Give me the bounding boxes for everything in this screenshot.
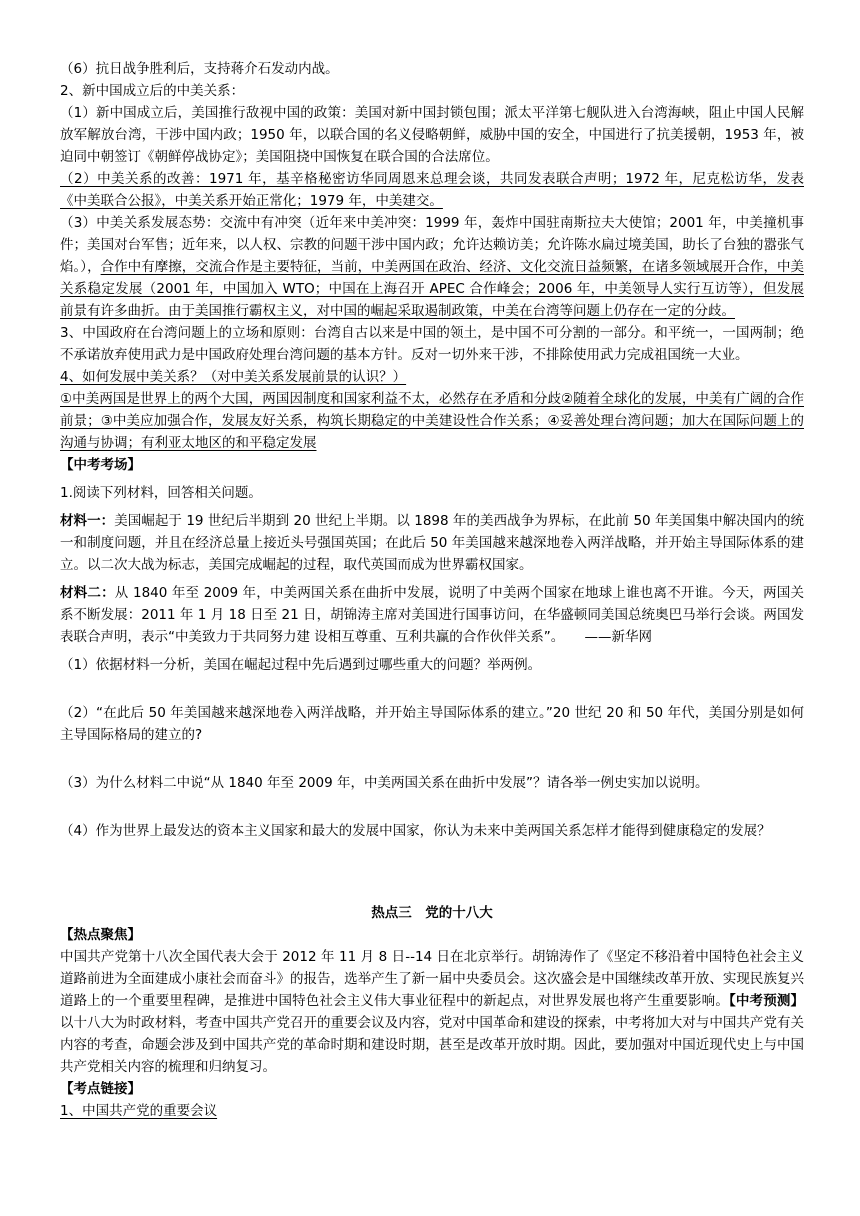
paragraph-hostile-policy: （1）新中国成立后，美国推行敌视中国的政策：美国对新中国封锁包围；派太平洋第七舰队进入台湾海峡，阻止中国人民解放军解放台湾，干涉中国内政；1950 年，以联合国的名义侵略朝鲜，威胁中国的安全，中国进行了抗美援朝，1953 年，被迫同中朝签订《朝鲜停战协定》；美国阻挠中国恢复在联合国的合法席位。 — [60, 105, 804, 165]
heading-exam-section: 【中考考场】 — [60, 457, 141, 473]
paragraph-develop-relations: ①中美两国是世界上的两个大国，两国因制度和国家利益不太，必然存在矛盾和分歧②随着全球化的发展，中美有广阔的合作前景；③中美应加强合作，发展友好关系，构筑长期稳定的中美建设性合作关系；④妥善处理台湾问题；加大在国际问题上的沟通与协调；有利亚太地区的和平稳定发展 — [60, 391, 804, 451]
question-3: （3）为什么材料二中说“从 1840 年至 2009 年，中美两国关系在曲折中发展”？请各举一例史实加以说明。 — [60, 775, 709, 791]
heading-hotspot-focus: 【热点聚焦】 — [60, 927, 141, 943]
hotspot-three-title: 热点三 党的十八大 — [371, 905, 493, 921]
focus-text: 中国共产党第十八次全国代表大会于 2012 年 11 月 8 日--14 日在北京举行。胡锦涛作了《坚定不移沿着中国特色社会主义道路前进为全面建成小康社会而奋斗》的报告，选举产生了新一届中央委员会。这次盛会是中国继续改革开放、实现民族复兴道路上的一个重要里程碑，是推进中国特色社会主义伟大事业征程中的新起点，对世界发展也将产生重要影响。 — [60, 949, 804, 1009]
trend-conflicts-text: （3）中美关系发展态势：交流中有冲突（近年来中美冲突：1999 年，轰炸中国驻南斯拉夫大使馆；2001 年，中美撞机事件；美国对台军售；近年来，以人权、宗教的问题干涉中国内政；允许达赖访美；允许陈水扁过境美国，助长了台独的嚣张气焰。）， — [60, 215, 804, 275]
heading-sino-us-relations: 2、新中国成立后的中美关系： — [60, 83, 245, 99]
paragraph-hotspot-focus — [60, 946, 804, 1078]
heading-develop-relations: 4、如何发展中美关系？（对中美关系发展前景的认识？） — [60, 369, 407, 385]
material-one — [60, 510, 804, 576]
forecast-text: 以十八大为时政材料，考查中国共产党召开的重要会议及内容，党对中国革命和建设的探索，中考将加大对与中国共产党有关内容的考查，命题会涉及到中国共产党的革命时期和建设时期，甚至是改革开放时期。因此，要加强对中国近现代史上与中国共产党相关内容的梳理和归纳复习。 — [60, 1015, 804, 1075]
material-two-text: 从 1840 年至 2009 年，中美两国关系在曲折中发展，说明了中美两个国家在地球上谁也离不开谁。今天，两国关系不断发展：2011 年 1 月 18 日至 21 日，胡锦涛主席对美国进行国事访问，在华盛顿同美国总统奥巴马举行会谈。两国发表联合声明，表示“中美致力于共同努力建 设相互尊重、互利共赢的合作伙伴关系”。 ——新华网 — [60, 585, 804, 645]
trend-cooperation-text: 合作中有摩擦，交流合作是主要特征，当前，中美两国在政治、经济、文化交流日益频繁，在诸多领域展开合作，中美关系稳定发展（2001 年，中国加入 WTO；中国在上海召开 APEC 合作峰会；2006 年，中美领导人实行互访等），但发展前景有许多曲折。由于美国推行霸权主义，对中国的崛起采取遏制政策，中美在台湾等问题上仍存在一定的分歧。 — [60, 259, 804, 319]
paragraph-relations-trend — [60, 212, 804, 322]
paragraph-kmt-civil-war: （6）抗日战争胜利后，支持蒋介石发动内战。 — [60, 61, 339, 77]
material-two-label: 材料二： — [60, 585, 115, 601]
material-one-text: 美国崛起于 19 世纪后半期到 20 世纪上半期。以 1898 年的美西战争为界标，在此前 50 年美国集中解决国内的统一和制度问题，并且在经济总量上接近头号强国英国；在此后 50 年美国越来越深地卷入两洋战略，并开始主导国际体系的建立。以二次大战为标志，美国完成崛起的过程，取代英国而成为世界霸权国家。 — [60, 513, 804, 573]
forecast-label: 【中考预测】 — [728, 993, 804, 1009]
question-2: （2）“在此后 50 年美国越来越深地卷入两洋战略，并开始主导国际体系的建立。”20 世纪 20 和 50 年代，美国分别是如何主导国际格局的建立的? — [60, 705, 804, 743]
material-one-label: 材料一： — [60, 513, 115, 529]
heading-exam-links: 【考点链接】 — [60, 1081, 141, 1097]
material-two — [60, 582, 804, 648]
paragraph-taiwan-position: 3、中国政府在台湾问题上的立场和原则：台湾自古以来是中国的领土，是中国不可分割的一部分。和平统一，一国两制；绝不承诺放弃使用武力是中国政府处理台湾问题的基本方针。反对一切外来干涉，不排除使用武力完成祖国统一大业。 — [60, 325, 804, 363]
paragraph-relations-improvement: （2）中美关系的改善：1971 年，基辛格秘密访华同周恩来总理会谈，共同发表联合声明；1972 年，尼克松访华，发表《中美联合公报》，中美关系开始正常化；1979 年，中美建交。 — [60, 171, 804, 209]
question-1: （1）依据材料一分析，美国在崛起过程中先后遇到过哪些重大的问题？举两例。 — [60, 657, 542, 673]
heading-party-meetings: 1、中国共产党的重要会议 — [60, 1103, 218, 1119]
question-intro: 1.阅读下列材料，回答相关问题。 — [60, 485, 262, 501]
document-page — [60, 58, 804, 1122]
question-4: （4）作为世界上最发达的资本主义国家和最大的发展中国家，你认为未来中美两国关系怎样才能得到健康稳定的发展？ — [60, 823, 771, 839]
